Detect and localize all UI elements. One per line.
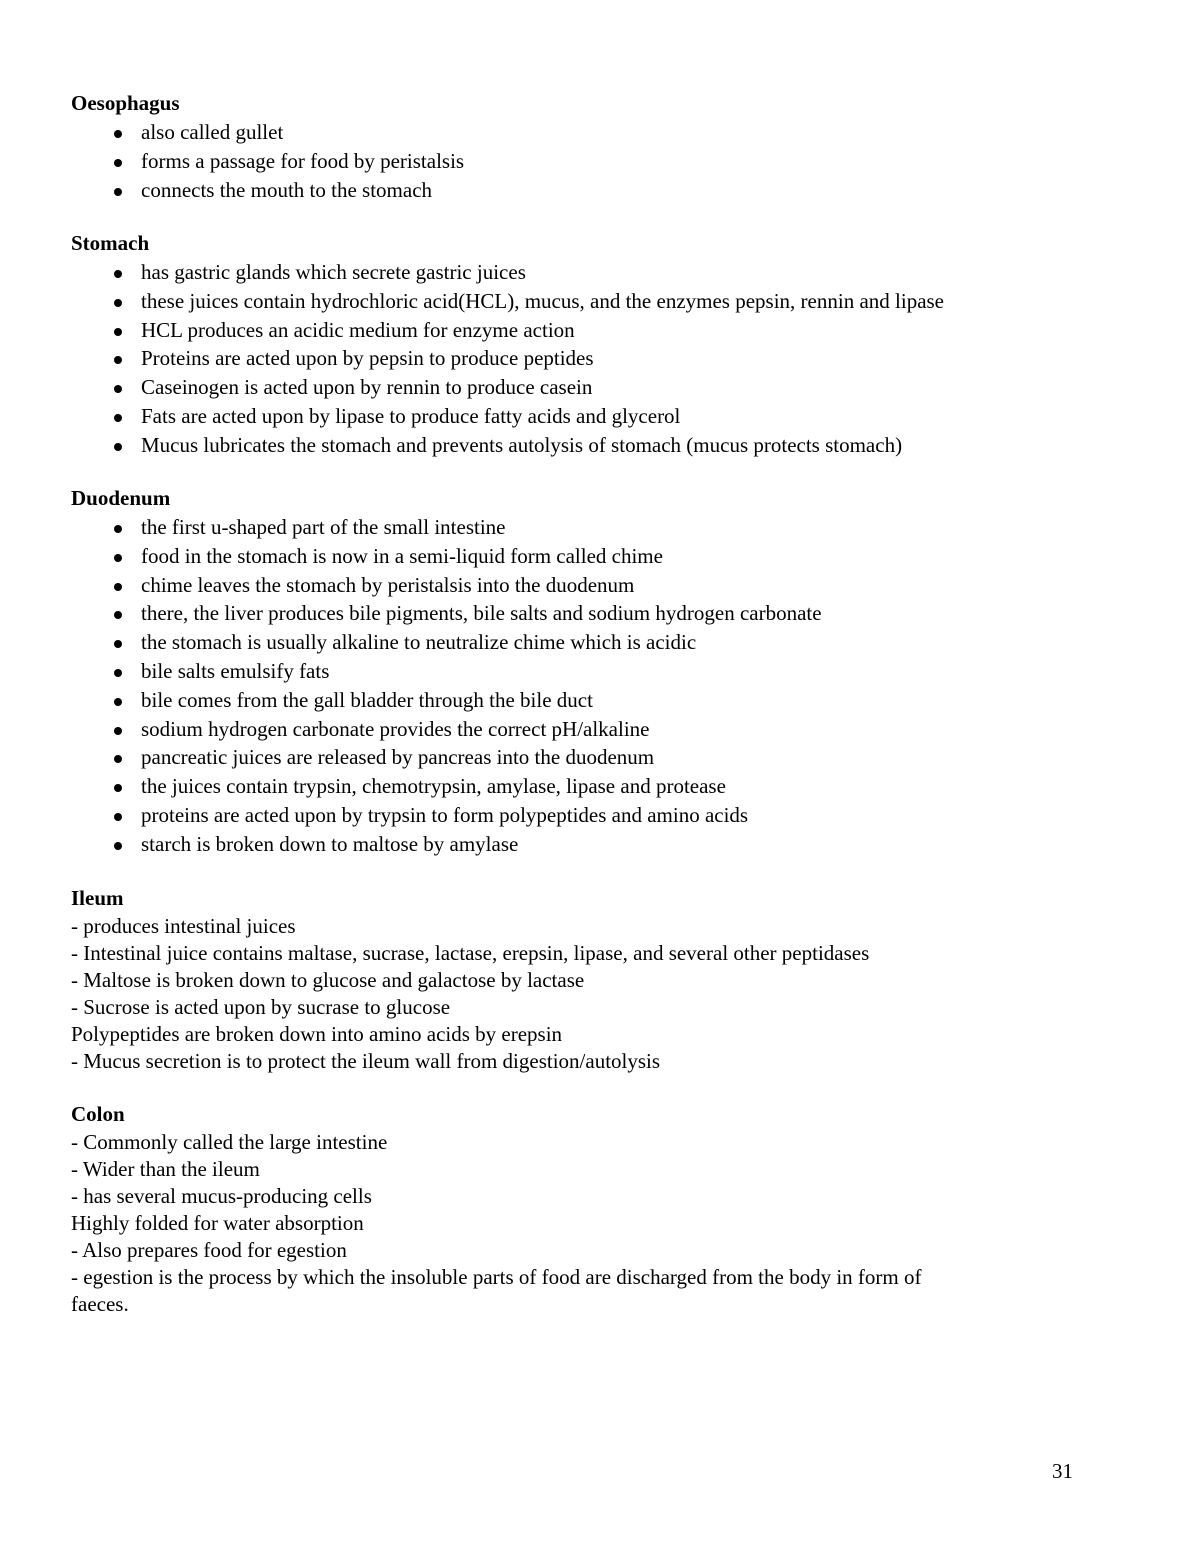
section-heading: Colon: [71, 1102, 125, 1126]
text-line: Polypeptides are broken down into amino acids by erepsin: [71, 1022, 563, 1046]
section-duodenum: [71, 484, 1131, 859]
text-line: - has several mucus-producing cells: [71, 1184, 372, 1208]
list-item: Proteins are acted upon by pepsin to produce peptides: [71, 344, 1131, 373]
list-item: bile comes from the gall bladder through the bile duct: [71, 686, 1131, 715]
list-item: the juices contain trypsin, chemotrypsin, amylase, lipase and protease: [71, 772, 1131, 801]
text-lines: [71, 1129, 1131, 1318]
list-item: the stomach is usually alkaline to neutralize chime which is acidic: [71, 628, 1131, 657]
list-item: also called gullet: [71, 118, 1131, 147]
section-oesophagus: [71, 89, 1131, 204]
text-line: - Sucrose is acted upon by sucrase to glucose: [71, 995, 451, 1019]
list-item: forms a passage for food by peristalsis: [71, 147, 1131, 176]
text-line: - egestion is the process by which the insoluble parts of food are discharged from the body in form of: [71, 1265, 922, 1289]
list-item: has gastric glands which secrete gastric juices: [71, 258, 1131, 287]
list-item: HCL produces an acidic medium for enzyme action: [71, 316, 1131, 345]
text-line: - Wider than the ileum: [71, 1157, 260, 1181]
list-item: chime leaves the stomach by peristalsis into the duodenum: [71, 571, 1131, 600]
list-item: these juices contain hydrochloric acid(HCL), mucus, and the enzymes pepsin, rennin and lipase: [71, 287, 1131, 316]
list-item: the first u-shaped part of the small intestine: [71, 513, 1131, 542]
list-item: bile salts emulsify fats: [71, 657, 1131, 686]
section-heading: Duodenum: [71, 486, 171, 510]
list-item: pancreatic juices are released by pancreas into the duodenum: [71, 743, 1131, 772]
page-number: 31: [1052, 1459, 1073, 1483]
list-item: connects the mouth to the stomach: [71, 176, 1131, 205]
list-item: food in the stomach is now in a semi-liquid form called chime: [71, 542, 1131, 571]
list-item: Mucus lubricates the stomach and prevents autolysis of stomach (mucus protects stomach): [71, 431, 1131, 460]
list-item: Caseinogen is acted upon by rennin to produce casein: [71, 373, 1131, 402]
text-line: - Maltose is broken down to glucose and galactose by lactase: [71, 968, 585, 992]
list-item: starch is broken down to maltose by amylase: [71, 830, 1131, 859]
text-line: - Also prepares food for egestion: [71, 1238, 347, 1262]
bullet-list: [71, 118, 1131, 204]
section-heading: Oesophagus: [71, 91, 180, 115]
section-heading: Ileum: [71, 886, 124, 910]
section-stomach: [71, 229, 1131, 460]
bullet-list: [71, 258, 1131, 460]
section-ileum: [71, 884, 1131, 1075]
bullet-list: [71, 513, 1131, 859]
text-line: faeces.: [71, 1292, 129, 1316]
list-item: sodium hydrogen carbonate provides the correct pH/alkaline: [71, 715, 1131, 744]
text-line: - Commonly called the large intestine: [71, 1130, 388, 1154]
text-lines: [71, 913, 1131, 1075]
text-line: - produces intestinal juices: [71, 914, 296, 938]
text-line: - Mucus secretion is to protect the ileum wall from digestion/autolysis: [71, 1049, 661, 1073]
list-item: Fats are acted upon by lipase to produce fatty acids and glycerol: [71, 402, 1131, 431]
text-line: - Intestinal juice contains maltase, sucrase, lactase, erepsin, lipase, and several other peptidases: [71, 941, 870, 965]
list-item: proteins are acted upon by trypsin to form polypeptides and amino acids: [71, 801, 1131, 830]
list-item: there, the liver produces bile pigments, bile salts and sodium hydrogen carbonate: [71, 599, 1131, 628]
text-line: Highly folded for water absorption: [71, 1211, 364, 1235]
section-heading: Stomach: [71, 231, 150, 255]
section-colon: [71, 1100, 1131, 1318]
